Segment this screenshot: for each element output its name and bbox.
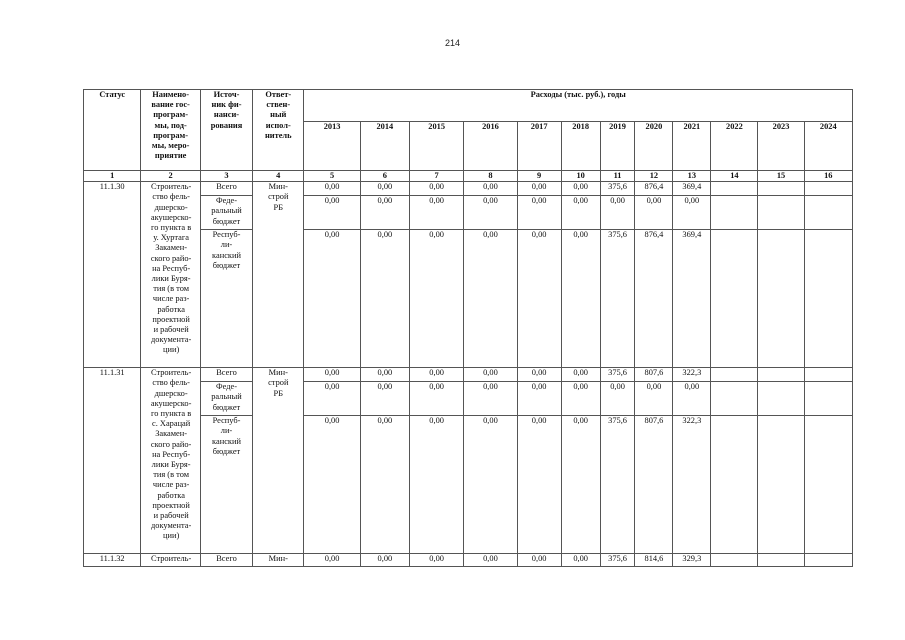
value-cell: 0,00 — [409, 368, 463, 382]
budget-table — [83, 89, 853, 567]
row-source: Всего — [200, 554, 252, 567]
value-cell — [758, 382, 804, 416]
value-cell: 0,00 — [360, 368, 409, 382]
value-cell: 322,3 — [673, 368, 711, 382]
column-number: 15 — [758, 171, 804, 182]
value-cell — [758, 230, 804, 368]
value-cell — [804, 230, 852, 368]
row-source: Феде- ральный бюджет — [200, 382, 252, 416]
header-year: 2023 — [758, 122, 804, 171]
value-cell: 0,00 — [561, 382, 600, 416]
value-cell: 0,00 — [561, 554, 600, 567]
value-cell — [758, 368, 804, 382]
value-cell — [804, 368, 852, 382]
value-cell — [758, 182, 804, 196]
value-cell: 0,00 — [517, 554, 561, 567]
header-responsible: Ответ- ствен- ный испол- нитель — [253, 90, 304, 171]
value-cell: 0,00 — [360, 182, 409, 196]
value-cell: 0,00 — [464, 382, 517, 416]
value-cell: 0,00 — [304, 382, 360, 416]
column-number: 16 — [804, 171, 852, 182]
header-year: 2021 — [673, 122, 711, 171]
value-cell: 0,00 — [635, 196, 673, 230]
column-number: 5 — [304, 171, 360, 182]
value-cell — [711, 368, 758, 382]
value-cell — [804, 196, 852, 230]
value-cell: 0,00 — [517, 182, 561, 196]
value-cell: 375,6 — [600, 416, 635, 554]
header-year: 2014 — [360, 122, 409, 171]
header-row — [84, 90, 853, 122]
value-cell: 0,00 — [304, 182, 360, 196]
value-cell — [804, 382, 852, 416]
table-body — [84, 90, 853, 567]
row-responsible: Мин- строй РБ — [253, 182, 304, 368]
header-year: 2020 — [635, 122, 673, 171]
value-cell: 0,00 — [409, 230, 463, 368]
value-cell: 0,00 — [360, 554, 409, 567]
value-cell: 375,6 — [600, 182, 635, 196]
column-number: 13 — [673, 171, 711, 182]
value-cell: 807,6 — [635, 368, 673, 382]
table-row — [84, 368, 853, 382]
row-name: Строитель- ство фель- дшерско- акушерско- го пункта в у. Хуртага Закамен- ского райо- на Респуб- лики Буря- тия (в том числе раз- работка проектной и рабочей документа- ции) — [141, 182, 200, 368]
value-cell: 0,00 — [635, 382, 673, 416]
header-year: 2022 — [711, 122, 758, 171]
value-cell — [711, 182, 758, 196]
table-row — [84, 554, 853, 567]
page-number: 214 — [444, 38, 461, 48]
value-cell: 0,00 — [517, 368, 561, 382]
value-cell — [711, 230, 758, 368]
row-source: Респуб- ли- канский бюджет — [200, 416, 252, 554]
value-cell: 0,00 — [464, 554, 517, 567]
value-cell: 0,00 — [673, 196, 711, 230]
value-cell: 375,6 — [600, 230, 635, 368]
column-number: 12 — [635, 171, 673, 182]
value-cell: 0,00 — [304, 554, 360, 567]
column-number: 1 — [84, 171, 141, 182]
value-cell: 0,00 — [409, 554, 463, 567]
value-cell — [711, 196, 758, 230]
value-cell — [758, 416, 804, 554]
row-name: Строитель- ство фель- дшерско- акушерско- го пункта в с. Харацай Закамен- ского райо- на Респуб- лики Буря- тия (в том числе раз- работка проектной и рабочей документа- ции) — [141, 368, 200, 554]
value-cell: 0,00 — [304, 416, 360, 554]
column-numbers-row — [84, 171, 853, 182]
value-cell: 369,4 — [673, 230, 711, 368]
header-year: 2016 — [464, 122, 517, 171]
header-name: Наимено- вание гос- програм- мы, под- програм- мы, меро- приятие — [141, 90, 200, 171]
column-number: 11 — [600, 171, 635, 182]
value-cell: 0,00 — [409, 382, 463, 416]
row-responsible: Мин- — [253, 554, 304, 567]
header-year: 2024 — [804, 122, 852, 171]
column-number: 8 — [464, 171, 517, 182]
value-cell: 369,4 — [673, 182, 711, 196]
row-source: Феде- ральный бюджет — [200, 196, 252, 230]
value-cell: 0,00 — [517, 230, 561, 368]
value-cell — [711, 554, 758, 567]
column-number: 3 — [200, 171, 252, 182]
column-number: 4 — [253, 171, 304, 182]
value-cell: 0,00 — [409, 182, 463, 196]
table-row — [84, 182, 853, 196]
value-cell: 0,00 — [600, 382, 635, 416]
value-cell: 0,00 — [304, 230, 360, 368]
value-cell: 0,00 — [561, 196, 600, 230]
column-number: 10 — [561, 171, 600, 182]
row-source: Всего — [200, 182, 252, 196]
column-number: 14 — [711, 171, 758, 182]
row-name: Строитель- — [141, 554, 200, 567]
value-cell: 0,00 — [561, 368, 600, 382]
value-cell: 0,00 — [561, 416, 600, 554]
value-cell: 0,00 — [464, 182, 517, 196]
value-cell — [758, 196, 804, 230]
value-cell: 329,3 — [673, 554, 711, 567]
value-cell: 0,00 — [464, 196, 517, 230]
value-cell: 0,00 — [517, 196, 561, 230]
header-source: Источ- ник фи- нанси- рования — [200, 90, 252, 171]
value-cell: 0,00 — [517, 416, 561, 554]
value-cell — [804, 416, 852, 554]
value-cell: 0,00 — [561, 230, 600, 368]
value-cell: 0,00 — [409, 416, 463, 554]
value-cell: 322,3 — [673, 416, 711, 554]
header-year: 2017 — [517, 122, 561, 171]
value-cell: 0,00 — [360, 416, 409, 554]
value-cell: 0,00 — [304, 196, 360, 230]
value-cell: 876,4 — [635, 230, 673, 368]
value-cell: 0,00 — [304, 368, 360, 382]
value-cell — [804, 554, 852, 567]
header-expenses: Расходы (тыс. руб.), годы — [304, 90, 853, 122]
value-cell: 0,00 — [464, 368, 517, 382]
value-cell — [758, 554, 804, 567]
value-cell: 0,00 — [464, 416, 517, 554]
value-cell: 814,6 — [635, 554, 673, 567]
row-status: 11.1.32 — [84, 554, 141, 567]
value-cell: 876,4 — [635, 182, 673, 196]
header-year: 2018 — [561, 122, 600, 171]
row-status: 11.1.30 — [84, 182, 141, 368]
value-cell: 0,00 — [409, 196, 463, 230]
column-number: 7 — [409, 171, 463, 182]
value-cell — [804, 182, 852, 196]
value-cell: 0,00 — [673, 382, 711, 416]
row-responsible: Мин- строй РБ — [253, 368, 304, 554]
value-cell: 807,6 — [635, 416, 673, 554]
column-number: 2 — [141, 171, 200, 182]
header-year: 2015 — [409, 122, 463, 171]
value-cell: 0,00 — [360, 196, 409, 230]
header-status: Статус — [84, 90, 141, 171]
header-year: 2019 — [600, 122, 635, 171]
value-cell: 0,00 — [360, 382, 409, 416]
row-status: 11.1.31 — [84, 368, 141, 554]
row-source: Респуб- ли- канский бюджет — [200, 230, 252, 368]
value-cell: 0,00 — [517, 382, 561, 416]
header-year: 2013 — [304, 122, 360, 171]
value-cell: 0,00 — [360, 230, 409, 368]
column-number: 9 — [517, 171, 561, 182]
value-cell — [711, 382, 758, 416]
value-cell: 375,6 — [600, 368, 635, 382]
value-cell: 0,00 — [600, 196, 635, 230]
column-number: 6 — [360, 171, 409, 182]
value-cell — [711, 416, 758, 554]
row-source: Всего — [200, 368, 252, 382]
value-cell: 0,00 — [464, 230, 517, 368]
value-cell: 375,6 — [600, 554, 635, 567]
value-cell: 0,00 — [561, 182, 600, 196]
